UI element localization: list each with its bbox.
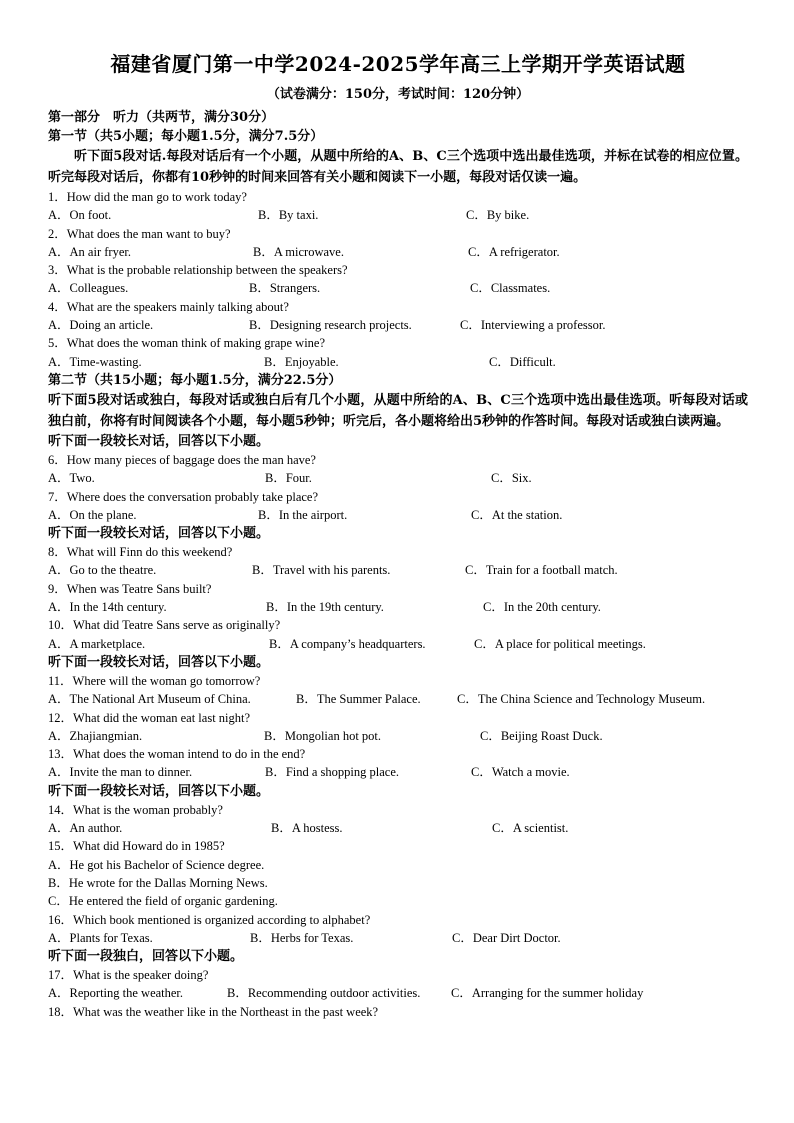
monologue-intro: 听下面一段独白，回答以下小题。 — [48, 949, 244, 965]
part1-heading: 第一部分 听力（共两节，满分30分） — [48, 110, 275, 125]
option-c: C．In the 20th century. — [483, 600, 601, 615]
option-b: B．By taxi. — [258, 208, 319, 223]
option-a: A．On foot. — [48, 208, 112, 223]
options-2 — [48, 243, 748, 261]
question-4: 4．What are the speakers mainly talking about? — [48, 299, 289, 314]
question-14: 14．What is the woman probably? — [48, 802, 223, 817]
options-4 — [48, 316, 748, 334]
option-a: A．Go to the theatre. — [48, 563, 157, 578]
question-9: 9．When was Teatre Sans built? — [48, 581, 212, 596]
option-c: C．The China Science and Technology Museum. — [457, 692, 706, 707]
options-1 — [48, 206, 748, 224]
option-c: C．Six. — [491, 471, 532, 486]
option-b: B．Recommending outdoor activities. — [227, 986, 421, 1001]
option-a: A．Colleagues. — [48, 281, 129, 296]
option-b: B．The Summer Palace. — [296, 692, 421, 707]
option-a: A．An author. — [48, 821, 123, 836]
question-5: 5．What does the woman think of making grape wine? — [48, 336, 326, 351]
options-13 — [48, 763, 748, 781]
options-10 — [48, 635, 748, 653]
option-c: C．By bike. — [466, 208, 530, 223]
options-14 — [48, 819, 748, 837]
section2-instruction: 听下面5段对话或独白，每段对话或独白后有几个小题，从题中所给的A、B、C三个选项中选出最佳选项。听每段对话或独白前，你将有时间阅读各个小题，每小题5秒钟；听完后，各小题将给出5秒钟的作答时间。每段对话或独白读两遍。 — [48, 392, 748, 429]
dialogue-intro-2: 听下面一段较长对话，回答以下小题。 — [48, 526, 270, 542]
option-c: C．Dear Dirt Doctor. — [452, 930, 561, 945]
option-b: B．A microwave. — [253, 244, 344, 259]
option-a: A．Invite the man to dinner. — [48, 765, 193, 780]
option-c: C．A place for political meetings. — [474, 636, 646, 651]
options-9 — [48, 598, 748, 616]
exam-page — [48, 48, 748, 1021]
options-3 — [48, 279, 748, 297]
option-a: A．Zhajiangmian. — [48, 728, 143, 743]
option-b: B．In the airport. — [258, 507, 348, 522]
option-c: C．He entered the field of organic gardening. — [48, 894, 278, 909]
option-b: B．Designing research projects. — [249, 318, 412, 333]
options-16 — [48, 929, 748, 947]
options-8 — [48, 561, 748, 579]
option-a: A．Doing an article. — [48, 318, 154, 333]
option-c: C．Arranging for the summer holiday — [451, 986, 644, 1001]
question-16: 16．Which book mentioned is organized according to alphabet? — [48, 912, 371, 927]
options-17 — [48, 984, 748, 1002]
option-b: B．Four. — [265, 471, 312, 486]
option-c: C．Classmates. — [470, 281, 551, 296]
section2-heading: 第二节（共15小题；每小题1.5分，满分22.5分） — [48, 372, 342, 388]
question-8: 8．What will Finn do this weekend? — [48, 545, 233, 560]
section1-heading: 第一节（共5小题；每小题1.5分，满分7.5分） — [48, 129, 324, 144]
option-a: A．Two. — [48, 471, 95, 486]
question-2: 2．What does the man want to buy? — [48, 226, 231, 241]
question-3: 3．What is the probable relationship between the speakers? — [48, 263, 348, 278]
section1-instruction: 听下面5段对话.每段对话后有一个小题，从题中所给的A、B、C三个选项中选出最佳选项，并标在试卷的相应位置。听完每段对话后，你都有10秒钟的时间来回答有关小题和阅读下一小题，每段对话仅读一遍。 — [48, 149, 748, 185]
option-b: B．Travel with his parents. — [252, 563, 391, 578]
option-b: B．Find a shopping place. — [265, 765, 400, 780]
option-b: B．Herbs for Texas. — [250, 930, 354, 945]
option-c: C．Watch a movie. — [471, 765, 570, 780]
question-15: 15．What did Howard do in 1985? — [48, 839, 225, 854]
option-a: A．An air fryer. — [48, 244, 131, 259]
option-b: B．He wrote for the Dallas Morning News. — [48, 875, 268, 890]
dialogue-intro-4: 听下面一段较长对话，回答以下小题。 — [48, 783, 270, 799]
option-a: A．Time-wasting. — [48, 354, 142, 369]
option-c: C．Interviewing a professor. — [460, 318, 606, 333]
dialogue-intro-1: 听下面一段较长对话，回答以下小题。 — [48, 433, 270, 449]
question-12: 12．What did the woman eat last night? — [48, 710, 251, 725]
option-a: A．Plants for Texas. — [48, 930, 153, 945]
question-10: 10．What did Teatre Sans serve as originally? — [48, 618, 281, 633]
option-c: C．A refrigerator. — [468, 244, 560, 259]
dialogue-intro-3: 听下面一段较长对话，回答以下小题。 — [48, 654, 270, 670]
option-c: C．Train for a football match. — [465, 563, 618, 578]
option-b: B．A company’s headquarters. — [269, 636, 426, 651]
question-6: 6．How many pieces of baggage does the man have? — [48, 452, 316, 467]
question-18: 18．What was the weather like in the Northeast in the past week? — [48, 1004, 379, 1019]
question-11: 11．Where will the woman go tomorrow? — [48, 673, 261, 688]
option-b: B．Mongolian hot pot. — [264, 728, 382, 743]
option-b: B．A hostess. — [271, 821, 343, 836]
options-12 — [48, 727, 748, 745]
option-b: B．In the 19th century. — [266, 600, 384, 615]
option-c: C．Beijing Roast Duck. — [480, 728, 603, 743]
options-5 — [48, 353, 748, 371]
exam-title: 福建省厦门第一中学2024-2025学年高三上学期开学英语试题 — [110, 52, 686, 76]
question-17: 17．What is the speaker doing? — [48, 968, 209, 983]
option-a: A．In the 14th century. — [48, 600, 167, 615]
question-7: 7．Where does the conversation probably take place? — [48, 489, 319, 504]
options-11 — [48, 690, 748, 708]
exam-subtitle: （试卷满分：150分，考试时间：120分钟） — [266, 87, 530, 102]
option-c: C．At the station. — [471, 507, 563, 522]
option-c: C．A scientist. — [492, 821, 569, 836]
option-a: A．The National Art Museum of China. — [48, 692, 251, 707]
question-1: 1．How did the man go to work today? — [48, 190, 247, 204]
option-a: A．Reporting the weather. — [48, 986, 184, 1001]
option-c: C．Difficult. — [489, 354, 556, 369]
option-b: B．Strangers. — [249, 281, 321, 296]
option-a: A．He got his Bachelor of Science degree. — [48, 857, 265, 872]
option-b: B．Enjoyable. — [264, 354, 339, 369]
options-6 — [48, 469, 748, 487]
option-a: A．A marketplace. — [48, 636, 146, 651]
question-13: 13．What does the woman intend to do in the end? — [48, 747, 306, 762]
options-7 — [48, 506, 748, 524]
option-a: A．On the plane. — [48, 507, 137, 522]
